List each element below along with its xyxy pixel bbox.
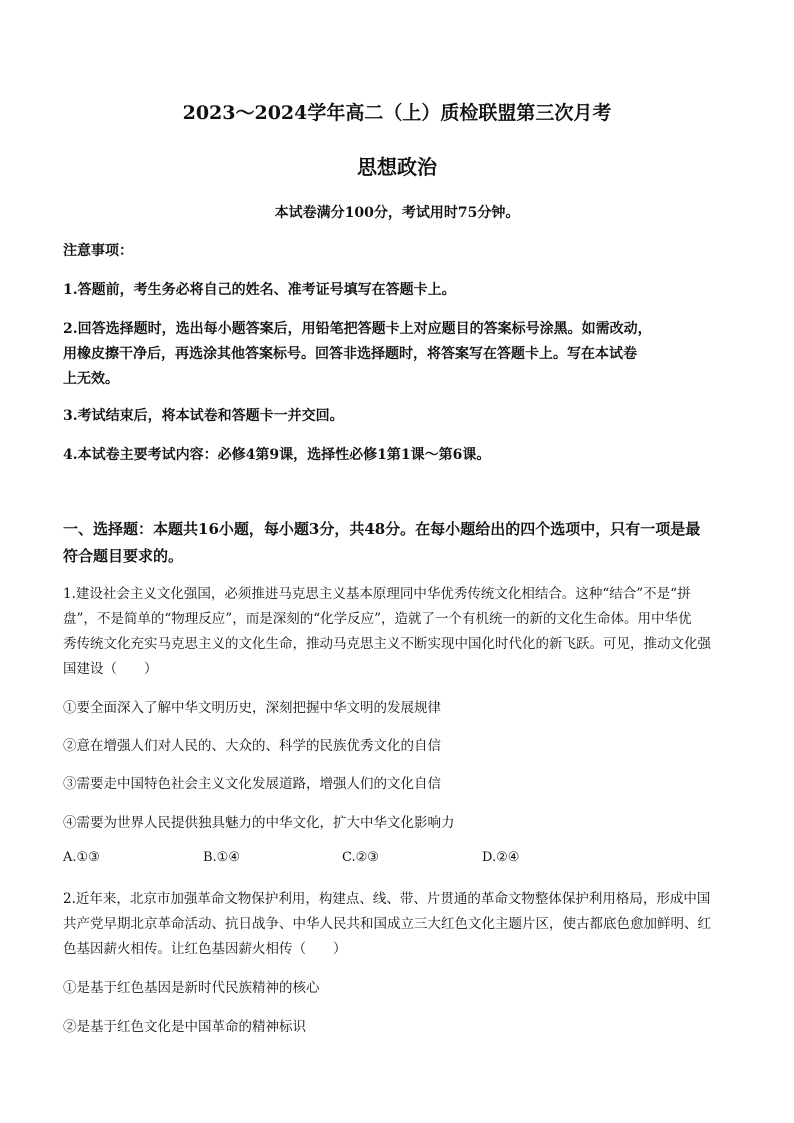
q1-statement-1: ①要全面深入了解中华文明历史，深刻把握中华文明的发展规律 (63, 700, 441, 716)
q1-option-c: C.②③ (342, 850, 379, 865)
q1-option-a: A.①③ (63, 850, 100, 865)
q1-stem-line-2: 盘”，不是简单的“物理反应”，而是深刻的“化学反应”，造就了一个有机统一的新的文化生命体。用中华优 (63, 611, 692, 627)
q1-statement-4: ④需要为世界人民提供独具魅力的中华文化，扩大中华文化影响力 (63, 815, 455, 831)
q2-statement-2: ②是基于红色文化是中国革命的精神标识 (63, 1019, 306, 1035)
q1-stem-line-3: 秀传统文化充实马克思主义的文化生命，推动马克思主义不断实现中国化时代化的新飞跃。可见，推动文化强 (63, 636, 711, 652)
notice-item-2-line-3: 上无效。 (63, 371, 119, 387)
q2-statement-1: ①是基于红色基因是新时代民族精神的核心 (63, 980, 320, 996)
q1-statement-3: ③需要走中国特色社会主义文化发展道路，增强人们的文化自信 (63, 776, 441, 792)
q1-statement-2: ②意在增强人们对人民的、大众的、科学的民族优秀文化的自信 (63, 738, 441, 754)
q1-stem-line-4: 国建设（ ） (63, 661, 158, 677)
notice-item-2-line-1: 2.回答选择题时，选出每小题答案后，用铅笔把答题卡上对应题目的答案标号涂黑。如需改动， (63, 321, 652, 337)
notice-item-1: 1.答题前，考生务必将自己的姓名、准考证号填写在答题卡上。 (63, 282, 456, 298)
notice-item-4: 4.本试卷主要考试内容：必修4第9课，选择性必修1第1课～第6课。 (63, 447, 491, 463)
q1-stem-line-1: 1.建设社会主义文化强国，必须推进马克思主义基本原理同中华优秀传统文化相结合。这种“结合”不是“拼 (63, 586, 691, 602)
section-heading-line-1: 一、选择题：本题共16小题，每小题3分，共48分。在每小题给出的四个选项中，只有一项是最 (63, 520, 701, 538)
notice-heading: 注意事项： (63, 243, 133, 259)
q2-stem-line-3: 色基因薪火相传。让红色基因薪火相传（ ） (63, 941, 347, 957)
subject-title: 思想政治 (357, 155, 437, 179)
exam-title: 2023～2024学年高二（上）质检联盟第三次月考 (182, 102, 612, 124)
notice-item-2-line-2: 用橡皮擦干净后，再选涂其他答案标号。回答非选择题时，将答案写在答题卡上。写在本试卷 (63, 346, 637, 362)
score-info: 本试卷满分100分，考试用时75分钟。 (274, 205, 520, 221)
q2-stem-line-1: 2.近年来，北京市加强革命文物保护利用，构建点、线、带、片贯通的革命文物整体保护利用格局，形成中国 (63, 891, 711, 907)
q1-option-b: B.①④ (203, 850, 240, 865)
notice-item-3: 3.考试结束后，将本试卷和答题卡一并交回。 (63, 408, 344, 424)
q2-stem-line-2: 共产党早期北京革命活动、抗日战争、中华人民共和国成立三大红色文化主题片区，使古都底色愈加鲜明、红 (63, 916, 711, 932)
section-heading-line-2: 符合题目要求的。 (63, 547, 184, 565)
q1-option-d: D.②④ (482, 850, 520, 865)
